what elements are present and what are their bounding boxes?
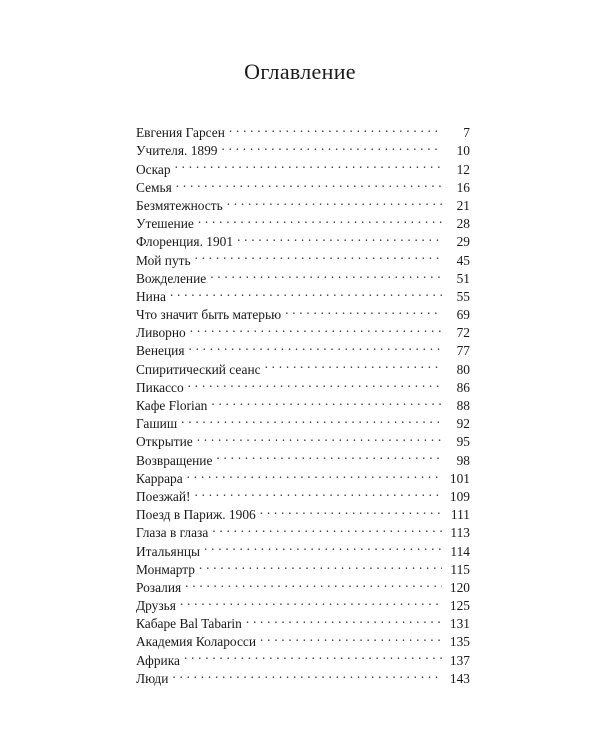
toc-entry-title: Глаза в глаза <box>136 525 209 541</box>
toc-entry-page-number: 115 <box>450 561 470 577</box>
dot-leader <box>184 646 442 664</box>
toc-entry <box>136 155 470 177</box>
toc-entry-page-number: 114 <box>450 543 470 559</box>
toc-entry-title: Евгения Гарсен <box>136 125 225 141</box>
toc-entry-title: Утешение <box>136 216 194 232</box>
toc-entry-page-number: 131 <box>449 616 470 632</box>
toc-entry-page-number: 86 <box>456 379 470 395</box>
toc-entry-page-number: 120 <box>449 579 470 595</box>
toc-entry <box>136 592 470 614</box>
toc-entry-title: Монмартр <box>136 561 195 577</box>
toc-entry <box>136 410 470 432</box>
dot-leader <box>187 465 442 483</box>
toc-entry-page-number: 125 <box>449 598 470 614</box>
toc-entry <box>136 119 470 141</box>
toc-entry <box>136 465 470 486</box>
dot-leader <box>198 210 442 228</box>
toc-entry-title: Розалия <box>136 579 182 595</box>
toc-entry <box>136 610 470 632</box>
toc-entry-page-number: 29 <box>456 234 470 250</box>
page-title: Оглавление <box>244 59 356 84</box>
toc-entry-title: Кабаре Bal Tabarin <box>136 616 242 632</box>
toc-entry-title: Учителя. 1899 <box>136 143 218 159</box>
toc-entry-title: Кафе Florian <box>136 398 208 413</box>
toc-entry <box>136 665 470 686</box>
toc-entry-page-number: 135 <box>449 634 470 650</box>
toc-entry-page-number: 69 <box>456 307 470 323</box>
dot-leader <box>204 537 442 555</box>
toc-entry <box>136 428 470 450</box>
toc-entry-page-number: 111 <box>450 507 470 523</box>
dot-leader <box>229 119 442 137</box>
toc-entry-title: Вожделение <box>136 270 207 286</box>
toc-entry-page-number: 80 <box>456 361 470 377</box>
toc-entry-title: Безмятежность <box>136 197 223 213</box>
toc-entry-page-number: 45 <box>456 252 470 268</box>
toc-entry-title: Африка <box>136 652 180 668</box>
dot-leader <box>210 265 442 283</box>
toc-entry-title: Спиритический сеанс <box>136 361 261 377</box>
dot-leader <box>199 556 442 574</box>
toc-entry-title: Флоренция. 1901 <box>136 234 234 250</box>
toc-entry-page-number: 92 <box>456 416 470 432</box>
toc-entry-page-number: 7 <box>463 125 470 141</box>
dot-leader <box>180 592 442 610</box>
toc-entry <box>136 283 470 304</box>
dot-leader <box>237 228 442 246</box>
dot-leader <box>216 446 442 464</box>
toc-entry-title: Поезжай! <box>136 488 191 504</box>
dot-leader <box>222 137 443 155</box>
toc-entry <box>136 301 470 323</box>
dot-leader <box>265 355 442 373</box>
toc-entry-page-number: 101 <box>449 470 470 486</box>
toc-entry-title: Возвращение <box>136 452 213 468</box>
toc-entry-title: Венеция <box>136 343 185 359</box>
dot-leader <box>172 665 442 683</box>
toc-entry <box>136 192 470 213</box>
toc-entry <box>136 174 470 195</box>
toc-entry-page-number: 143 <box>449 670 470 686</box>
toc-entry-page-number: 55 <box>456 288 470 304</box>
dot-leader <box>260 501 442 519</box>
toc-entry-title: Друзья <box>136 598 176 614</box>
dot-leader <box>211 392 442 410</box>
toc-entry-page-number: 10 <box>456 143 470 159</box>
toc-entry-page-number: 88 <box>456 398 470 413</box>
dot-leader <box>170 283 442 301</box>
dot-leader <box>175 155 442 173</box>
toc-entry-page-number: 28 <box>456 216 470 232</box>
toc-entry-page-number: 51 <box>456 270 470 286</box>
dot-leader <box>190 319 442 337</box>
toc-entry-title: Люди <box>136 670 169 686</box>
toc-entry-page-number: 16 <box>456 179 470 195</box>
toc-entry-title: Гашиш <box>136 416 178 432</box>
toc-entry <box>136 646 470 668</box>
toc-entry <box>136 574 470 595</box>
toc-entry-title: Семья <box>136 179 172 195</box>
toc-entry-title: Нина <box>136 288 166 304</box>
dot-leader <box>188 337 442 355</box>
toc-entry-title: Итальянцы <box>136 543 201 559</box>
table-of-contents <box>136 119 470 686</box>
toc-entry-page-number: 77 <box>456 343 470 359</box>
toc-entry-page-number: 109 <box>449 488 470 504</box>
toc-entry-title: Мой путь <box>136 252 191 268</box>
dot-leader <box>181 410 442 428</box>
dot-leader <box>260 628 442 646</box>
dot-leader <box>195 483 442 501</box>
toc-entry-page-number: 21 <box>456 197 470 213</box>
toc-entry-title: Оскар <box>136 161 171 177</box>
dot-leader <box>197 428 442 446</box>
dot-leader <box>285 301 442 319</box>
toc-entry-page-number: 72 <box>456 325 470 341</box>
dot-leader <box>185 574 442 592</box>
toc-entry-title: Что значит быть матерью <box>136 307 282 323</box>
toc-entry-title: Пикассо <box>136 379 184 395</box>
toc-entry-title: Академия Коларосси <box>136 634 257 650</box>
toc-entry-title: Поезд в Париж. 1906 <box>136 507 256 523</box>
toc-entry-page-number: 95 <box>456 434 470 450</box>
dot-leader <box>212 519 442 537</box>
dot-leader <box>176 174 442 192</box>
toc-entry-page-number: 98 <box>456 452 470 468</box>
toc-entry-title: Ливорно <box>136 325 186 341</box>
dot-leader <box>195 246 442 264</box>
toc-entry-title: Открытие <box>136 434 193 450</box>
toc-entry-page-number: 12 <box>456 161 470 177</box>
dot-leader <box>227 192 442 210</box>
toc-entry-page-number: 113 <box>450 525 470 541</box>
toc-entry-title: Каррара <box>136 470 183 486</box>
dot-leader <box>246 610 442 628</box>
dot-leader <box>188 374 442 392</box>
toc-entry-page-number: 137 <box>449 652 470 668</box>
